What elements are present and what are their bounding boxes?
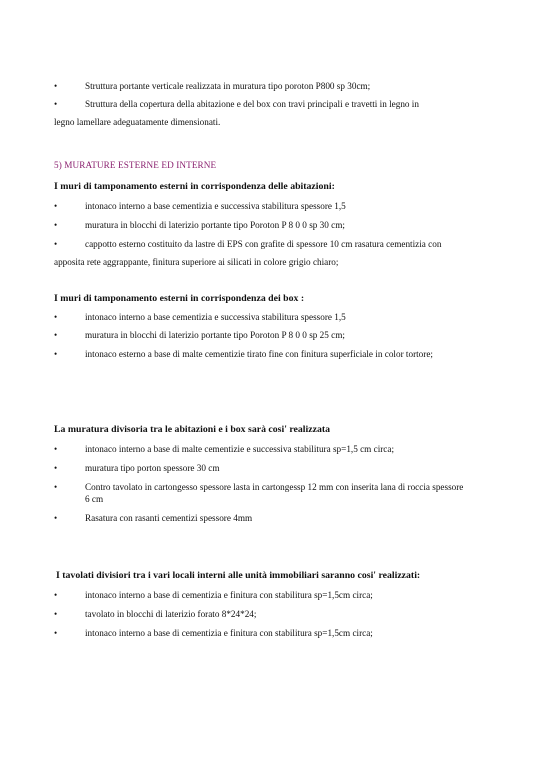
group2-heading: I muri di tamponamento esterni in corrispondenza dei box : [54,293,305,304]
bullet-icon: • [54,482,58,492]
group2-bullet-3: intonaco esterno a base di malte cementizie tirato fine con finitura superficiale in color tortore; [85,349,433,359]
intro-bullet-2-line2: legno lamellare adeguatamente dimensionati. [54,117,221,127]
bullet-icon: • [54,444,58,454]
group1-heading: I muri di tamponamento esterni in corrispondenza delle abitazioni: [54,181,335,192]
group4-bullet-3: intonaco interno a base di cementizia e finitura con stabilitura sp=1,5cm circa; [85,628,373,638]
bullet-icon: • [54,239,58,249]
group4-bullet-2: tavolato in blocchi di laterizio forato 8*24*24; [85,609,257,619]
bullet-icon: • [54,590,58,600]
group1-bullet-3-line1: cappotto esterno costituito da lastre di EPS con grafite di spessore 10 cm rasatura cementizia con [85,239,442,249]
intro-bullet-1: Struttura portante verticale realizzata in muratura tipo poroton P800 sp 30cm; [85,81,371,91]
bullet-icon: • [54,81,58,91]
intro-bullet-2-line1: Struttura della copertura della abitazione e del box con travi principali e travetti in legno in [85,99,419,109]
bullet-icon: • [54,220,58,230]
group4-bullet-1: intonaco interno a base di cementizia e finitura con stabilitura sp=1,5cm circa; [85,590,373,600]
bullet-icon: • [54,99,58,109]
bullet-icon: • [54,513,58,523]
bullet-icon: • [54,463,58,473]
group1-bullet-3-line2: apposita rete aggrappante, finitura superiore ai silicati in colore grigio chiaro; [54,257,339,267]
bullet-icon: • [54,312,58,322]
group2-bullet-2: muratura in blocchi di laterizio portante tipo Poroton P 8 0 0 sp 25 cm; [85,330,345,340]
bullet-icon: • [54,349,58,359]
group3-bullet-1: intonaco interno a base di malte cementizie e successiva stabilitura sp=1,5 cm circa; [85,444,395,454]
group2-bullet-1: intonaco interno a base cementizia e successiva stabilitura spessore 1,5 [85,312,346,322]
group1-bullet-1: intonaco interno a base cementizia e successiva stabilitura spessore 1,5 [85,201,346,211]
group3-bullet-3-line1: Contro tavolato in cartongesso spessore lasta in cartongessp 12 mm con inserita lana di roccia spessore [85,482,464,492]
group3-bullet-2: muratura tipo porton spessore 30 cm [85,463,220,473]
group3-bullet-3-line2: 6 cm [85,494,104,504]
group3-heading: La muratura divisoria tra le abitazioni e i box sarà cosi' realizzata [54,424,331,435]
bullet-icon: • [54,201,58,211]
group3-bullet-4: Rasatura con rasanti cementizi spessore 4mm [85,513,253,523]
bullet-icon: • [54,609,58,619]
group1-bullet-2: muratura in blocchi di laterizio portante tipo Poroton P 8 0 0 sp 30 cm; [85,220,345,230]
section-title: 5) MURATURE ESTERNE ED INTERNE [54,160,217,170]
bullet-icon: • [54,628,58,638]
group4-heading: I tavolati divisiori tra i vari locali interni alle unità immobiliari saranno cosi' realizzati: [56,570,421,581]
bullet-icon: • [54,330,58,340]
